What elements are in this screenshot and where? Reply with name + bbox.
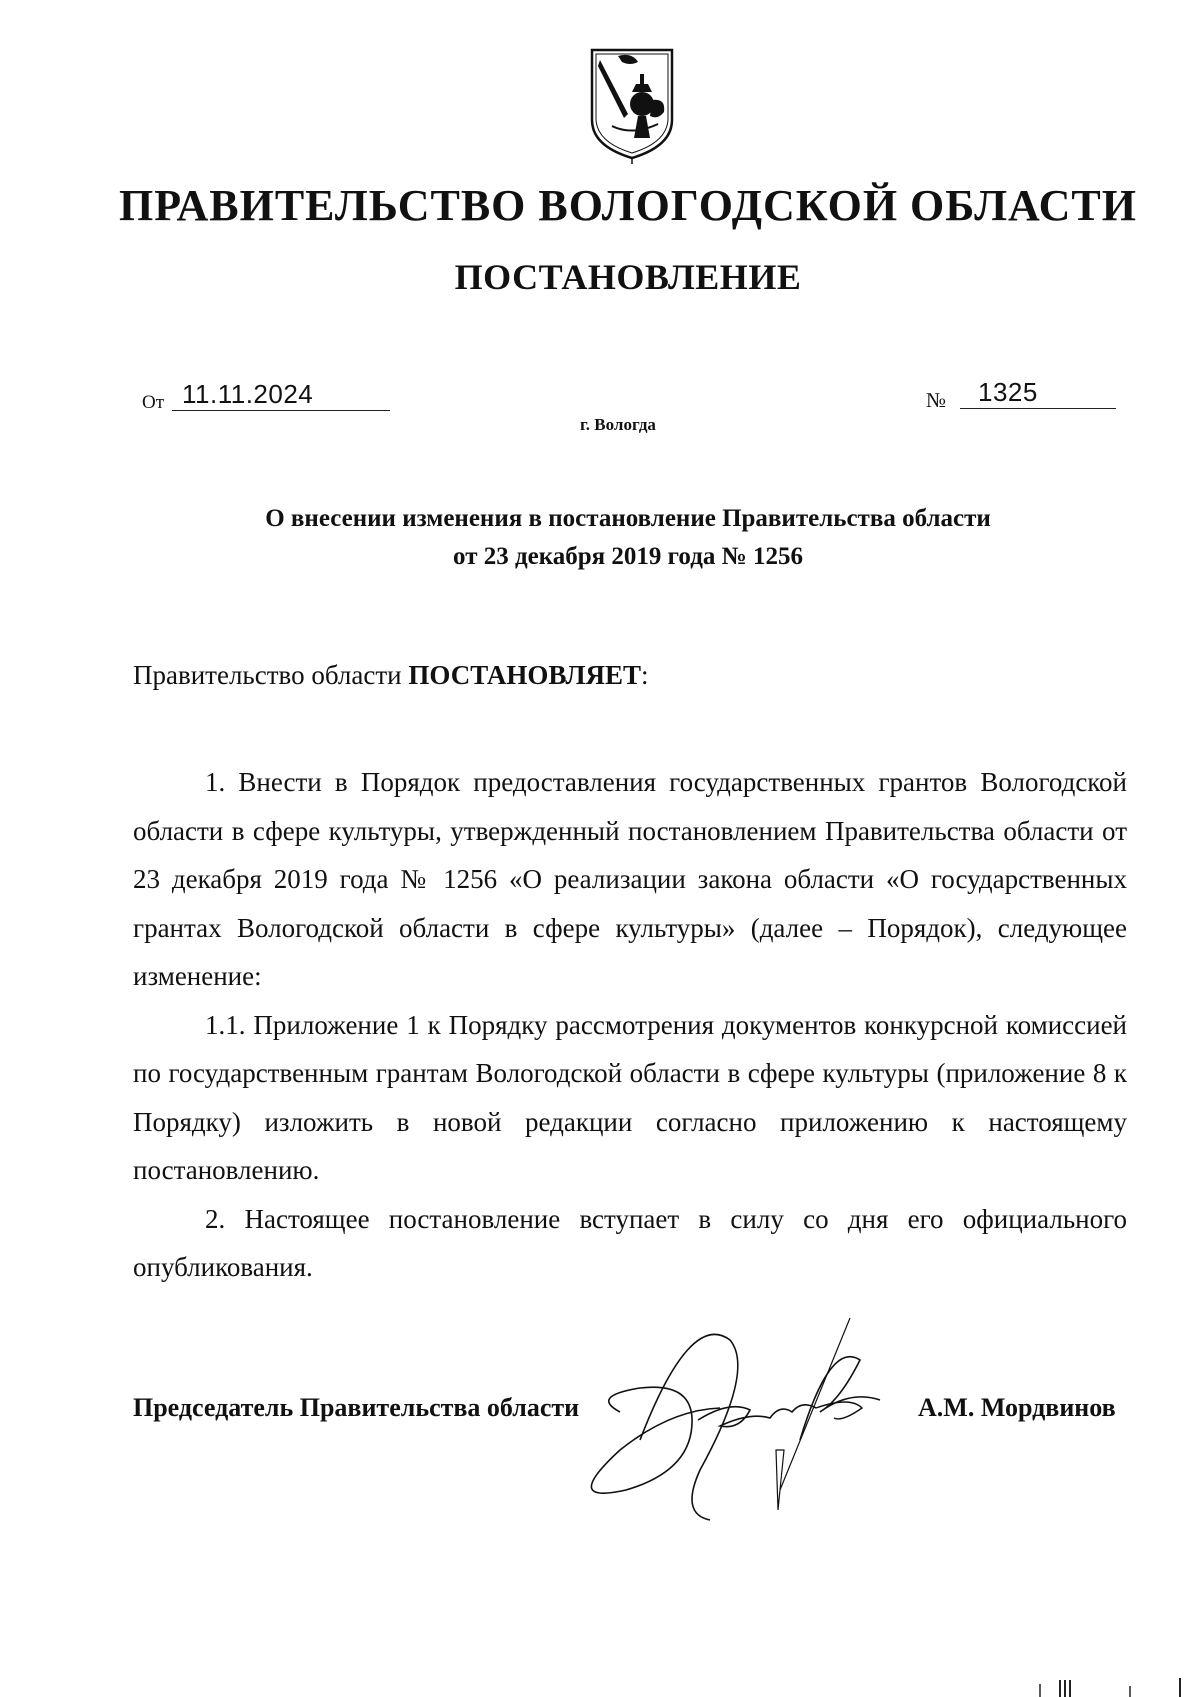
heading-line-2: от 23 декабря 2019 года № 1256: [453, 543, 803, 570]
heading-line-1: О внесении изменения в постановление Правительства области: [265, 505, 991, 532]
intro-bold: ПОСТАНОВЛЯЕТ: [408, 660, 641, 690]
document-number: 1325: [978, 377, 1038, 407]
paragraph-1: 1. Внести в Порядок предоставления государственных грантов Вологодской области в сфере культуры, утвержденный постановлением Правительства области от 23 декабря 2019 года № 1256 «О реализации закона области «О государственных грантах Вологодской области в сфере культуры» (далее – Порядок), следующее изменение:: [133, 767, 1127, 991]
document-body: [133, 758, 1127, 1292]
signature-icon: [580, 1300, 940, 1530]
document-date: 11.11.2024: [182, 379, 314, 409]
date-underline: [172, 410, 390, 411]
resolution-intro: [133, 660, 649, 691]
date-prefix: От: [142, 392, 165, 413]
coat-of-arms-icon: [588, 46, 676, 164]
document-city: г. Вологда: [580, 415, 656, 434]
number-underline: [960, 408, 1116, 409]
paragraph-2: 2. Настоящее постановление вступает в силу со дня его официального опубликования.: [133, 1203, 1127, 1282]
document-title: ПРАВИТЕЛЬСТВО ВОЛОГОДСКОЙ ОБЛАСТИ: [119, 181, 1137, 230]
paragraph-1-1: 1.1. Приложение 1 к Порядку рассмотрения документов конкурсной комиссией по государственным грантам Вологодской области в сфере культуры (приложение 8 к Порядку) изложить в новой редакции согласно приложению к настоящему постановлению.: [133, 1009, 1127, 1185]
signer-title: Председатель Правительства области: [133, 1393, 580, 1422]
document-type: ПОСТАНОВЛЕНИЕ: [454, 257, 802, 297]
intro-text: Правительство области: [133, 660, 409, 690]
scan-marks-icon: [1020, 1676, 1200, 1697]
document-heading: [150, 500, 1106, 576]
intro-colon: :: [640, 660, 649, 690]
number-prefix: №: [926, 388, 947, 412]
signer-name: А.М. Мордвинов: [918, 1393, 1116, 1422]
